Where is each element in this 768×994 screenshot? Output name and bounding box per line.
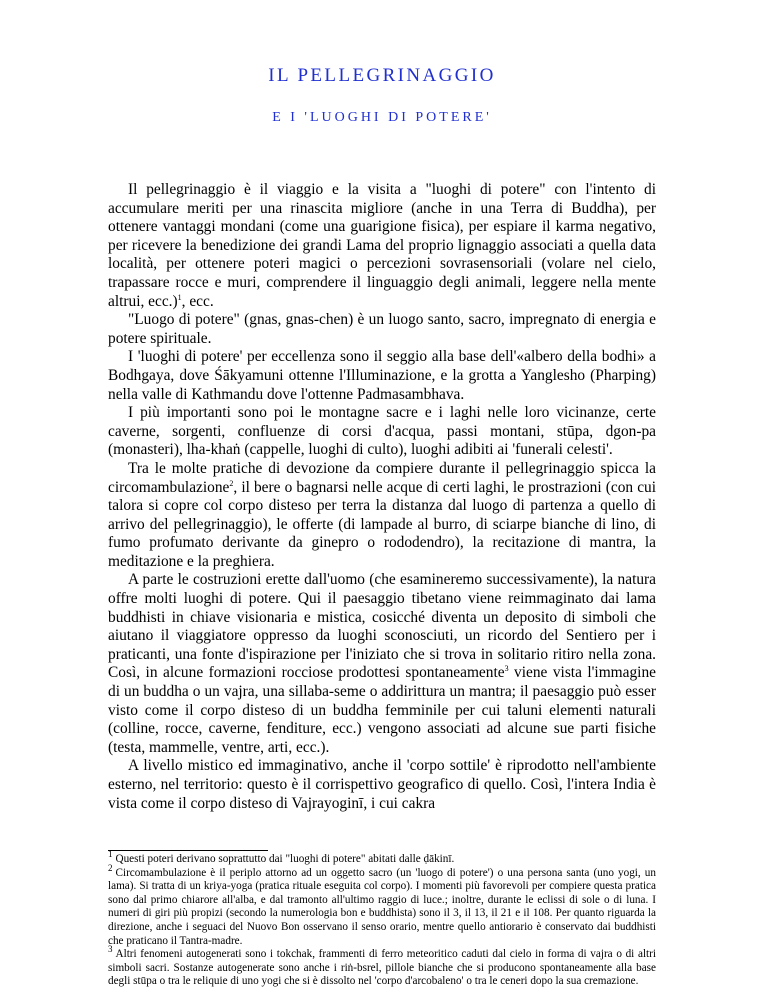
paragraph: Il pellegrinaggio è il viaggio e la visita a "luoghi di potere" con l'intento di accumulare meriti per una rinascita migliore (anche in una Terra di Buddha), per ottenere vantaggi mondani (come una guarigione fisica), per espiare il karma negativo, per ricevere la benedizione dei grandi Lama del proprio lignaggio associati a quella data località, per ottenere poteri magici o percezioni sovrasensoriali (volare nel cielo, trapassare rocce e muri, comprendere il linguaggio degli animali, leggere nella mente altrui, ecc.)$^1$, ecc.	[108, 181, 656, 310]
footnotes	[108, 849, 656, 989]
footnote: $^1$ Questi poteri derivano soprattutto dai "luoghi di potere" abitati dalle ḍākinī.	[108, 849, 455, 865]
footnote-divider	[108, 850, 268, 851]
paragraph: A livello mistico ed immaginativo, anche il 'corpo sottile' è riprodotto nell'ambiente esterno, nel territorio: questo è il corrispettivo geografico di quello. Così, l'intera India è vista come il corpo disteso di Vajrayoginī, i cui cakra	[108, 757, 656, 812]
paragraph: I 'luoghi di potere' per eccellenza sono il seggio alla base dell'«albero della bodhi» a Bodhgaya, dove Śākyamuni ottenne l'Illuminazione, e la grotta a Yanglesho (Pharping) nella valle di Kathmandu dove l'ottenne Padmasambhava.	[108, 348, 656, 403]
footnote-number: 2	[108, 862, 113, 873]
page-subtitle: E I 'LUOGHI DI POTERE'	[272, 110, 492, 125]
footnote: $^3$ Altri fenomeni autogenerati sono i tokchak, frammenti di ferro meteoritico caduti dal cielo in forma di vajra o di altri simboli sacri. Sostanze autogenerate sono anche i riṅ-bsrel, pillole bianche che si producono spontaneamente alla base degli stūpa o tra le reliquie di uno yogi che si è dissolto nel 'corpo d'arcobaleno' o tra le ceneri dopo la sua cremazione.	[108, 944, 656, 988]
paragraph: Tra le molte pratiche di devozione da compiere durante il pellegrinaggio spicca la circomambulazione$^2$, il bere o bagnarsi nelle acque di certi laghi, le prostrazioni (con cui talora si copre col corpo disteso per terra la distanza dal luogo di partenza a quello di arrivo del pellegrinaggio), le offerte (di lampade al burro, di sciarpe bianche di lino, di fumo profumato derivante da ginepro o rododendro), la recitazione di mantra, la meditazione e la preghiera.	[108, 459, 656, 570]
page-title: IL PELLEGRINAGGIO	[268, 65, 496, 86]
footnote-number: 1	[108, 849, 113, 860]
footnote-ref[interactable]: 1	[177, 292, 182, 302]
footnote-number: 3	[108, 944, 113, 955]
footnote-ref[interactable]: 2	[229, 478, 234, 488]
body-text	[108, 181, 656, 813]
footnote: $^2$ Circomambulazione è il periplo attorno ad un oggetto sacro (un 'luogo di potere') o una persona santa (uno yogi, un lama). Si tratta di un kriya-yoga (pratica rituale eseguita col corpo). I momenti più favorevoli per compiere questa pratica sono dal primo chiarore all'alba, e dal tramonto all'ultimo raggio di luce.; inoltre, durante le eclissi di sole o di luna. I numeri di giri più propizi (secondo la numerologia bon e buddhista) sono il 3, il 13, il 21 e il 108. Per quanto riguarda la direzione, anche i seguaci del Nuovo Bon osservano il senso orario, mentre quello antiorario è conservato dai buddhisti che praticano il Tantra-madre.	[108, 862, 656, 947]
paragraph: I più importanti sono poi le montagne sacre e i laghi nelle loro vicinanze, certe caverne, sorgenti, confluenze di corsi d'acqua, passi montani, stūpa, dgon-pa (monasteri), lha-khaṅ (cappelle, luoghi di culto), luoghi adibiti ai 'funerali celesti'.	[108, 404, 656, 459]
footnote-ref[interactable]: 3	[504, 664, 509, 674]
paragraph: "Luogo di potere" (gnas, gnas-chen) è un luogo santo, sacro, impregnato di energia e potere spirituale.	[108, 311, 656, 347]
paragraph: A parte le costruzioni erette dall'uomo (che esamineremo successivamente), la natura offre molti luoghi di potere. Qui il paesaggio tibetano viene reimmaginato dai lama buddhisti in chiave visionaria e mistica, cosicché diventa un deposito di simboli che aiutano il viaggiatore oppresso da luoghi sconosciuti, un ricordo del Sentiero per i praticanti, una fonte d'ispirazione per l'iniziato che si trova in solitario ritiro nella zona. Così, in alcune formazioni rocciose prodottesi spontaneamente$^3$ viene vista l'immagine di un buddha o un vajra, una sillaba-seme o addirittura un mantra; il paesaggio può esser visto come il corpo disteso di un buddha femminile per cui taluni elementi naturali (colline, rocce, caverne, fenditure, ecc.) vengono associati ad alcune sue parti fisiche (testa, mammelle, ventre, arti, ecc.).	[108, 571, 656, 756]
